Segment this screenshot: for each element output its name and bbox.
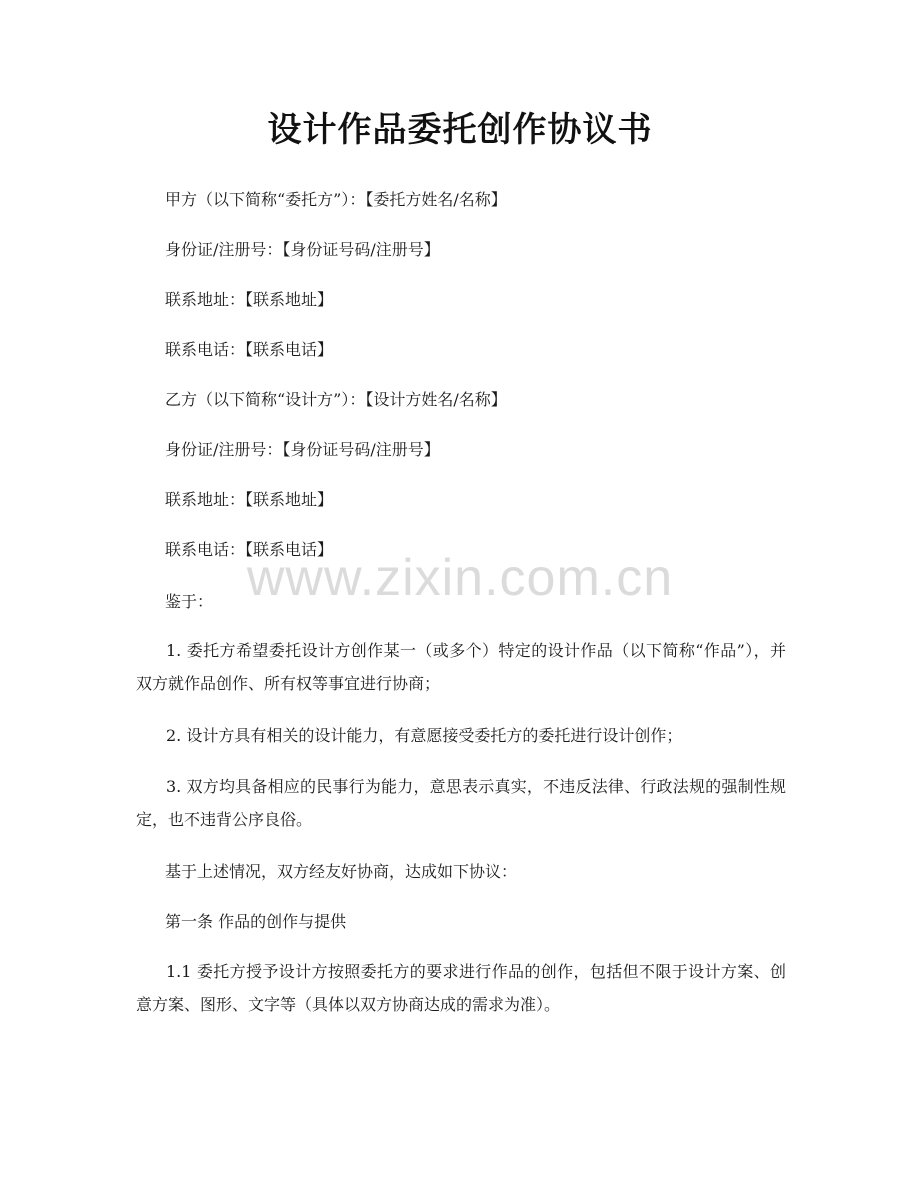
- party-a-id: 身份证/注册号：【身份证号码/注册号】: [165, 240, 440, 259]
- party-b-phone: 联系电话：【联系电话】: [165, 540, 334, 559]
- recital-2: 2. 设计方具有相关的设计能力，有意愿接受委托方的委托进行设计创作；: [166, 726, 683, 745]
- party-b-id: 身份证/注册号：【身份证号码/注册号】: [165, 440, 440, 459]
- party-b-intro: 乙方（以下简称“设计方”）：【设计方姓名/名称】: [165, 390, 507, 409]
- recital-3: 3. 双方均具备相应的民事行为能力，意思表示真实，不违反法律、行政法规的强制性规定，也不违背公序良俗。: [136, 777, 786, 829]
- article-1-1: 1.1 委托方授予设计方按照委托方的要求进行作品的创作，包括但不限于设计方案、创意方案、图形、文字等（具体以双方协商达成的需求为准）。: [136, 962, 786, 1014]
- whereas-heading: 鉴于：: [165, 592, 214, 611]
- party-a-phone: 联系电话：【联系电话】: [165, 340, 334, 359]
- recital-1: 1. 委托方希望委托设计方创作某一（或多个）特定的设计作品（以下简称“作品”），并双方就作品创作、所有权等事宜进行协商；: [136, 641, 786, 693]
- party-a-intro: 甲方（以下简称“委托方”）：【委托方姓名/名称】: [165, 190, 507, 209]
- party-b-address: 联系地址：【联系地址】: [165, 490, 334, 509]
- article-1-heading: 第一条 作品的创作与提供: [165, 912, 347, 931]
- agreement-intro: 基于上述情况，双方经友好协商，达成如下协议：: [165, 862, 518, 881]
- party-a-address: 联系地址：【联系地址】: [165, 290, 334, 309]
- document-title: 设计作品委托创作协议书: [267, 110, 653, 150]
- watermark-text: www.zixin.com.cn: [246, 549, 674, 607]
